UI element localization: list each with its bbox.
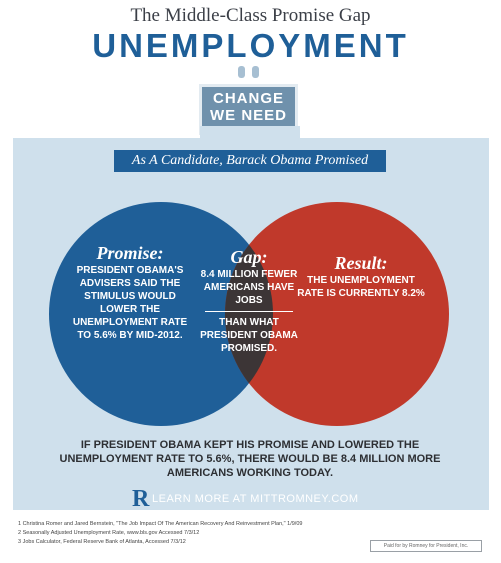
footnote-3: 3 Jobs Calculator, Federal Reserve Bank of Atlanta, Accessed 7/3/12 bbox=[18, 539, 186, 545]
promise-heading: Promise: bbox=[96, 243, 164, 263]
promise-banner: As A Candidate, Barack Obama Promised bbox=[114, 150, 386, 172]
footnote-2: 2 Seasonally Adjusted Unemployment Rate, www.bls.gov Accessed 7/3/12 bbox=[18, 530, 200, 536]
learn-more-text[interactable]: LEARN MORE AT MITTROMNEY.COM bbox=[152, 493, 359, 505]
result-label bbox=[296, 253, 426, 300]
romney-r-logo-icon: R bbox=[132, 486, 150, 512]
gap-body-1: 8.4 MILLION FEWER AMERICANS HAVE JOBS bbox=[200, 269, 298, 306]
gap-divider bbox=[205, 311, 293, 312]
gap-body-2: THAN WHAT PRESIDENT OBAMA PROMISED. bbox=[200, 317, 298, 354]
gap-heading: Gap: bbox=[230, 247, 268, 267]
result-heading: Result: bbox=[334, 253, 388, 273]
microphone-icon bbox=[252, 66, 259, 78]
promise-body-1: PRESIDENT OBAMA'S ADVISERS SAID THE STIMULUS WOULD bbox=[76, 265, 184, 302]
subtitle: The Middle-Class Promise Gap bbox=[130, 5, 371, 26]
paid-for-by-box: Paid for by Romney for President, Inc. bbox=[370, 540, 482, 552]
page-title: UNEMPLOYMENT bbox=[92, 27, 409, 64]
podium-line-1: CHANGE bbox=[212, 90, 284, 107]
claim-text: IF PRESIDENT OBAMA KEPT HIS PROMISE AND LOWERED THE UNEMPLOYMENT RATE TO 5.6%, THERE WOULD BE 8.4 MILLION MORE AMERICANS WORKING TODAY. bbox=[59, 439, 441, 479]
gap-label bbox=[197, 247, 301, 355]
promise-body-2: LOWER THE UNEMPLOYMENT RATE TO 5.6% BY MID-2012. bbox=[72, 304, 188, 341]
learn-more-link[interactable] bbox=[132, 486, 372, 512]
footnote-1: 1 Christina Romer and Jared Bernstein, "The Job Impact Of The American Recovery And Reinvestment Plan," 1/9/09 bbox=[18, 521, 303, 527]
footnotes bbox=[18, 520, 302, 547]
microphone-icon bbox=[238, 66, 245, 78]
promise-label bbox=[67, 243, 193, 342]
podium-line-2: WE NEED bbox=[209, 107, 287, 124]
result-body: THE UNEMPLOYMENT RATE IS CURRENTLY 8.2% bbox=[297, 275, 425, 299]
